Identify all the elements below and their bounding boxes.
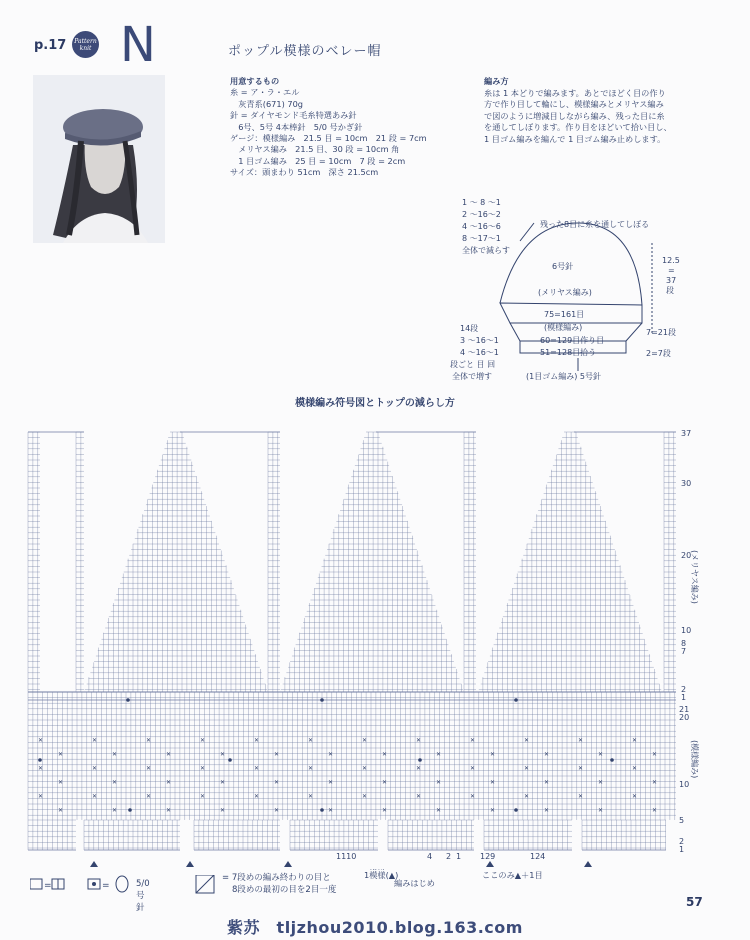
instructions-line: で図のように増減目しながら編み、残った目に糸 <box>484 110 665 121</box>
bobble-dot <box>128 808 132 812</box>
row-number: 20 <box>681 551 692 560</box>
row-number: 10 <box>679 780 690 789</box>
materials-heading: 用意するもの <box>230 76 280 86</box>
instructions-line: 方で作り目して輪にし、模様編みとメリヤス編み <box>484 99 664 110</box>
model-photo <box>33 75 165 243</box>
cross-stitch-symbol: ✕ <box>416 793 422 800</box>
cross-stitch-symbol: ✕ <box>382 779 388 786</box>
materials-block <box>230 76 427 179</box>
brand-badge: Pattern knit <box>72 31 99 58</box>
row-number: 5 <box>679 816 685 825</box>
pattern-label: (模様編み) <box>544 323 583 332</box>
stitch-number: 124 <box>530 852 546 861</box>
cross-stitch-symbol: ✕ <box>146 737 152 744</box>
pattern-letter: N <box>120 17 156 73</box>
cross-stitch-symbol: ✕ <box>112 807 118 814</box>
beret-schematic <box>430 193 720 388</box>
ribbing-label: (1目ゴム編み) 5号針 <box>526 372 601 381</box>
repeat-marker <box>284 861 292 867</box>
cross-stitch-symbol: ✕ <box>544 751 550 758</box>
dec-row: 8 ～17～1 <box>462 234 501 243</box>
cross-stitch-symbol: ✕ <box>382 751 388 758</box>
cross-stitch-symbol: ✕ <box>308 737 314 744</box>
legend-needle: 5/0号針 <box>136 879 150 913</box>
bobble-dot <box>320 808 324 812</box>
chart-grid <box>28 432 676 850</box>
inc-row: 4 ～16～1 <box>460 348 499 357</box>
cross-stitch-symbol: ✕ <box>416 765 422 772</box>
top-note: 残った8目に糸を通してしぼる <box>540 220 650 229</box>
cross-stitch-symbol: ✕ <box>112 751 118 758</box>
cross-stitch-symbol: ✕ <box>598 751 604 758</box>
needle-6-label: 6号針 <box>552 262 574 271</box>
right-measure: 37 <box>666 276 677 285</box>
instructions-line: 糸は 1 本どりで編みます。あとでほどく目の作り <box>484 87 666 98</box>
legend-note: 8段めの最初の目を2目一度 <box>232 885 337 895</box>
cross-stitch-symbol: ✕ <box>544 779 550 786</box>
cross-stitch-symbol: ✕ <box>362 737 368 744</box>
materials-line: 6号、5号 4本棒針 5/0 号かぎ針 <box>230 121 363 132</box>
row-number: 1 <box>679 845 685 854</box>
materials-line: 1 目ゴム編み 25 目 = 10cm 7 段 = 2cm <box>230 155 406 166</box>
cross-stitch-symbol: ✕ <box>632 793 638 800</box>
ribbing-count: 51=128目拾う <box>540 348 597 357</box>
repeat-marker <box>584 861 592 867</box>
repeat-note-text: 1模様(▲) <box>364 870 399 880</box>
cross-stitch-symbol: ✕ <box>200 793 206 800</box>
cross-stitch-symbol: ✕ <box>220 779 226 786</box>
cross-stitch-symbol: ✕ <box>254 765 260 772</box>
cross-stitch-symbol: ✕ <box>328 779 334 786</box>
cross-stitch-symbol: ✕ <box>436 807 442 814</box>
bobble-dot <box>38 758 42 762</box>
cross-stitch-symbol: ✕ <box>436 779 442 786</box>
cross-stitch-symbol: ✕ <box>58 807 64 814</box>
cross-stitch-symbol: ✕ <box>254 793 260 800</box>
dec-row: 2 ～16～2 <box>462 210 501 219</box>
right-measure: 12.5 <box>662 256 680 265</box>
cross-stitch-symbol: ✕ <box>274 779 280 786</box>
svg-text:=: = <box>102 881 110 891</box>
row-number: 2 <box>681 685 687 694</box>
cross-stitch-symbol: ✕ <box>274 751 280 758</box>
materials-line: ゲージ：模様編み 21.5 目 = 10cm 21 段 = 7cm <box>230 133 427 144</box>
cross-stitch-symbol: ✕ <box>38 793 44 800</box>
row-number: 30 <box>681 479 692 488</box>
cross-stitch-symbol: ✕ <box>112 779 118 786</box>
cross-stitch-symbol: ✕ <box>200 737 206 744</box>
bobble-dot <box>126 698 130 702</box>
stitch-number: 1 <box>456 852 462 861</box>
right-21: 7=21段 <box>646 328 676 337</box>
cross-stitch-symbol: ✕ <box>362 793 368 800</box>
cross-stitch-symbol: ✕ <box>578 765 584 772</box>
cross-stitch-symbol: ✕ <box>470 793 476 800</box>
legend-note: = 7段めの編み終わりの目と <box>222 873 331 883</box>
cross-stitch-symbol: ✕ <box>92 737 98 744</box>
inc-row: 段ごと 目 回 <box>450 360 496 369</box>
cross-stitch-symbol: ✕ <box>490 779 496 786</box>
materials-line: メリヤス編み 21.5 目、30 段 = 10cm 角 <box>230 144 400 155</box>
stockinette-label: (メリヤス編み) <box>538 288 592 297</box>
cross-stitch-symbol: ✕ <box>362 765 368 772</box>
right-measure: 段 <box>666 286 674 295</box>
instructions-line: を通してしぼります。作り目をほどいて拾い目し、 <box>484 122 672 133</box>
materials-line: 糸 = ア・ラ・エル <box>230 87 300 98</box>
cross-stitch-symbol: ✕ <box>58 779 64 786</box>
cross-stitch-symbol: ✕ <box>598 779 604 786</box>
cross-stitch-symbol: ✕ <box>382 807 388 814</box>
stitch-number: 4 <box>427 852 433 861</box>
row-number: 7 <box>681 647 687 656</box>
cross-stitch-symbol: ✕ <box>38 765 44 772</box>
instructions-block <box>484 76 714 146</box>
stitch-chart <box>0 420 750 870</box>
dec-row: 全体で減らす <box>462 246 510 255</box>
chart-title: 模様編み符号図とトップの減らし方 <box>295 398 455 409</box>
cross-stitch-symbol: ✕ <box>524 765 530 772</box>
cross-stitch-symbol: ✕ <box>220 807 226 814</box>
band-top-count: 75=161目 <box>544 310 585 319</box>
stitch-number: 129 <box>480 852 496 861</box>
bobble-dot <box>418 758 422 762</box>
bobble-dot <box>514 808 518 812</box>
right-7: 2=7段 <box>646 349 671 358</box>
cross-stitch-symbol: ✕ <box>328 751 334 758</box>
plus-note: ここのみ▲＋1目 <box>482 870 543 880</box>
cross-stitch-symbol: ✕ <box>166 807 172 814</box>
cross-stitch-symbol: ✕ <box>578 793 584 800</box>
cross-stitch-symbol: ✕ <box>652 807 658 814</box>
repeat-marker <box>486 861 494 867</box>
cross-stitch-symbol: ✕ <box>632 765 638 772</box>
start-label: 編みはじめ <box>394 878 435 888</box>
cross-stitch-symbol: ✕ <box>58 751 64 758</box>
cross-stitch-symbol: ✕ <box>328 807 334 814</box>
inc-row: 14段 <box>460 324 479 333</box>
repeat-marker <box>90 861 98 867</box>
bobble-dot <box>228 758 232 762</box>
cross-stitch-symbol: ✕ <box>652 751 658 758</box>
bobble-dot <box>610 758 614 762</box>
cross-stitch-symbol: ✕ <box>436 751 442 758</box>
footer-watermark: 紫苏 tljzhou2010.blog.163.com <box>227 918 523 937</box>
cross-stitch-symbol: ✕ <box>200 765 206 772</box>
row-number: 20 <box>679 713 690 722</box>
page-reference: p.17 <box>34 38 67 53</box>
inc-row: 全体で増す <box>452 372 492 381</box>
cross-stitch-symbol: ✕ <box>490 807 496 814</box>
cross-stitch-symbol: ✕ <box>524 737 530 744</box>
dec-row: 4 ～16～6 <box>462 222 501 231</box>
side-label-pattern: (模様編み) <box>690 740 699 779</box>
cross-stitch-symbol: ✕ <box>274 807 280 814</box>
cross-stitch-symbol: ✕ <box>470 765 476 772</box>
inc-row: 3 ～16～1 <box>460 336 499 345</box>
cross-stitch-symbol: ✕ <box>416 737 422 744</box>
bobble-dot <box>514 698 518 702</box>
cross-stitch-symbol: ✕ <box>308 793 314 800</box>
stitch-number: 1110 <box>336 852 357 861</box>
cross-stitch-symbol: ✕ <box>490 751 496 758</box>
cross-stitch-symbol: ✕ <box>524 793 530 800</box>
cross-stitch-symbol: ✕ <box>92 793 98 800</box>
materials-line: 針 = ダイヤモンド毛糸特選あみ針 <box>230 110 357 121</box>
cross-stitch-symbol: ✕ <box>578 737 584 744</box>
cross-stitch-symbol: ✕ <box>544 807 550 814</box>
cross-stitch-symbol: ✕ <box>38 737 44 744</box>
cross-stitch-symbol: ✕ <box>652 779 658 786</box>
cross-stitch-symbol: ✕ <box>220 751 226 758</box>
instructions-line: 1 目ゴム編みを編んで 1 目ゴム編み止めします。 <box>484 133 666 144</box>
cross-stitch-symbol: ✕ <box>308 765 314 772</box>
cross-stitch-symbol: ✕ <box>146 765 152 772</box>
row-number: 21 <box>679 705 690 714</box>
repeat-marker <box>186 861 194 867</box>
instructions-heading: 編み方 <box>484 76 509 86</box>
bobble-dot <box>320 698 324 702</box>
cross-stitch-symbol: ✕ <box>146 793 152 800</box>
cross-stitch-symbol: ✕ <box>254 737 260 744</box>
side-label-stockinette: (メリヤス編み) <box>690 550 699 604</box>
materials-line: 灰青系(671) 70g <box>230 98 303 109</box>
row-number: 37 <box>681 429 692 438</box>
cross-stitch-symbol: ✕ <box>632 737 638 744</box>
page-title: ポップル模様のベレー帽 <box>228 44 382 59</box>
cross-stitch-symbol: ✕ <box>92 765 98 772</box>
row-number: 2 <box>679 837 685 846</box>
page-number: 57 <box>686 895 703 909</box>
row-number: 10 <box>681 626 692 635</box>
cross-stitch-symbol: ✕ <box>470 737 476 744</box>
right-measure: = <box>668 266 675 275</box>
row-number: 1 <box>681 693 687 702</box>
cross-stitch-symbol: ✕ <box>166 779 172 786</box>
stitch-number: 2 <box>446 852 452 861</box>
cross-stitch-symbol: ✕ <box>166 751 172 758</box>
svg-text:=: = <box>44 881 52 891</box>
materials-line: サイズ：頭まわり 51cm 深さ 21.5cm <box>230 167 379 178</box>
cross-stitch-symbol: ✕ <box>598 807 604 814</box>
row-number: 8 <box>681 639 687 648</box>
cast-on-count: 60=129目作り目 <box>540 336 605 345</box>
dec-row: 1 ～ 8 ～1 <box>462 198 501 207</box>
